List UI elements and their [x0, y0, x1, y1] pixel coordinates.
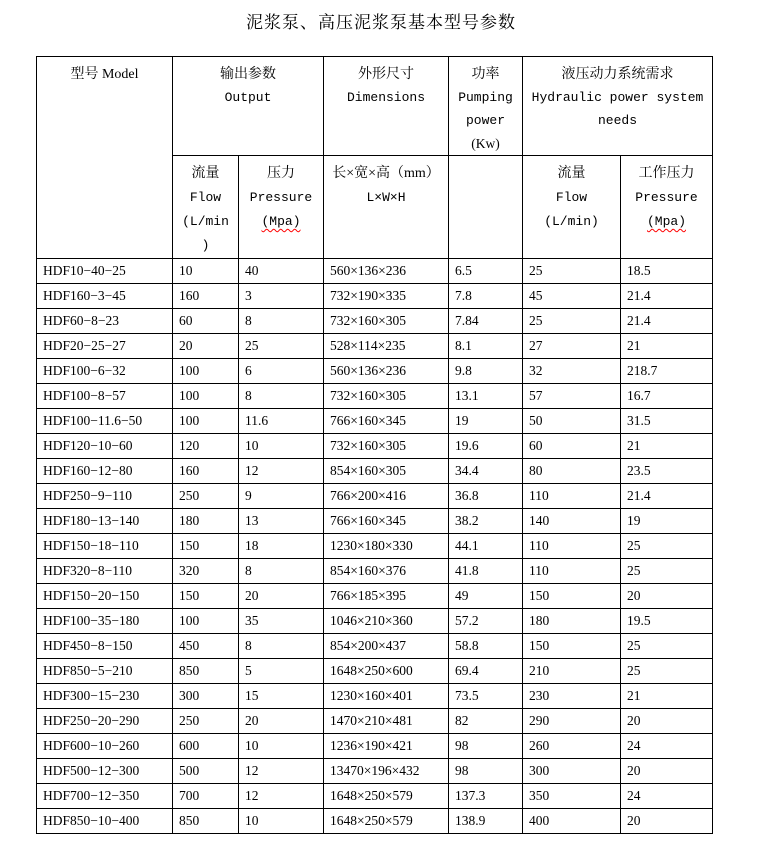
header-output-en: Output: [224, 90, 272, 105]
cell-model: HDF450−8−150: [37, 634, 173, 659]
cell-power: 44.1: [449, 534, 523, 559]
cell-flow: 10: [173, 259, 239, 284]
header-hyd-pressure: [621, 156, 713, 259]
header-dimensions: [324, 57, 449, 156]
table-row: [37, 359, 713, 384]
cell-dimensions: 560×136×236: [324, 259, 449, 284]
cell-power: 41.8: [449, 559, 523, 584]
cell-flow: 100: [173, 609, 239, 634]
cell-hyd-pressure: 20: [621, 759, 713, 784]
cell-hyd-pressure: 20: [621, 809, 713, 834]
cell-dimensions: 854×160×305: [324, 459, 449, 484]
cell-pressure: 13: [239, 509, 324, 534]
table-row: [37, 484, 713, 509]
cell-pressure: 10: [239, 734, 324, 759]
cell-model: HDF10−40−25: [37, 259, 173, 284]
header-power-zh: 功率: [471, 67, 500, 82]
cell-power: 98: [449, 759, 523, 784]
cell-dimensions: 766×160×345: [324, 409, 449, 434]
cell-model: HDF160−12−80: [37, 459, 173, 484]
table-header: [37, 57, 713, 259]
cell-model: HDF300−15−230: [37, 684, 173, 709]
header-pressure-en: Pressure: [249, 190, 313, 205]
cell-flow: 20: [173, 334, 239, 359]
cell-hyd-flow: 140: [523, 509, 621, 534]
cell-power: 137.3: [449, 784, 523, 809]
cell-hyd-pressure: 20: [621, 584, 713, 609]
table-row: [37, 284, 713, 309]
header-power-unit: (Kw): [471, 136, 500, 151]
cell-power: 38.2: [449, 509, 523, 534]
cell-hyd-pressure: 19: [621, 509, 713, 534]
cell-flow: 850: [173, 809, 239, 834]
header-hyd-pressure-en: Pressure: [635, 190, 698, 205]
header-output: [173, 57, 324, 156]
cell-power: 98: [449, 734, 523, 759]
cell-hyd-flow: 27: [523, 334, 621, 359]
cell-hyd-pressure: 23.5: [621, 459, 713, 484]
cell-hyd-flow: 260: [523, 734, 621, 759]
cell-pressure: 20: [239, 584, 324, 609]
cell-hyd-pressure: 25: [621, 659, 713, 684]
header-model-label: 型号 Model: [70, 67, 139, 82]
cell-pressure: 6: [239, 359, 324, 384]
cell-model: HDF850−10−400: [37, 809, 173, 834]
header-hydraulic-en2: needs: [597, 113, 637, 128]
header-flow-unit2: ): [201, 238, 210, 253]
table-row: [37, 734, 713, 759]
cell-dimensions: 1236×190×421: [324, 734, 449, 759]
cell-dimensions: 560×136×236: [324, 359, 449, 384]
cell-power: 73.5: [449, 684, 523, 709]
cell-hyd-flow: 180: [523, 609, 621, 634]
table-row: [37, 659, 713, 684]
table-row: [37, 309, 713, 334]
cell-model: HDF600−10−260: [37, 734, 173, 759]
cell-pressure: 25: [239, 334, 324, 359]
cell-hyd-pressure: 218.7: [621, 359, 713, 384]
cell-pressure: 18: [239, 534, 324, 559]
cell-power: 13.1: [449, 384, 523, 409]
header-pressure-zh: 压力: [267, 166, 295, 181]
table-row: [37, 559, 713, 584]
table-row: [37, 809, 713, 834]
cell-power: 34.4: [449, 459, 523, 484]
cell-pressure: 40: [239, 259, 324, 284]
cell-flow: 160: [173, 459, 239, 484]
cell-power: 36.8: [449, 484, 523, 509]
cell-power: 49: [449, 584, 523, 609]
cell-flow: 180: [173, 509, 239, 534]
cell-flow: 120: [173, 434, 239, 459]
cell-dimensions: 1230×160×401: [324, 684, 449, 709]
table-row: [37, 534, 713, 559]
cell-flow: 100: [173, 359, 239, 384]
cell-model: HDF500−12−300: [37, 759, 173, 784]
cell-dimensions: 766×200×416: [324, 484, 449, 509]
cell-hyd-flow: 300: [523, 759, 621, 784]
cell-dimensions: 528×114×235: [324, 334, 449, 359]
header-hydraulic-en1: Hydraulic power system: [531, 90, 704, 105]
cell-flow: 150: [173, 584, 239, 609]
cell-hyd-pressure: 25: [621, 634, 713, 659]
header-hydraulic-zh: 液压动力系统需求: [561, 67, 674, 82]
header-hydraulic: [523, 57, 713, 156]
cell-dimensions: 766×185×395: [324, 584, 449, 609]
cell-dimensions: 732×160×305: [324, 309, 449, 334]
cell-pressure: 8: [239, 559, 324, 584]
cell-flow: 500: [173, 759, 239, 784]
cell-hyd-flow: 50: [523, 409, 621, 434]
cell-flow: 100: [173, 409, 239, 434]
cell-hyd-flow: 57: [523, 384, 621, 409]
table-row: [37, 509, 713, 534]
cell-hyd-flow: 150: [523, 584, 621, 609]
cell-model: HDF180−13−140: [37, 509, 173, 534]
table-body: [37, 259, 713, 834]
cell-hyd-flow: 80: [523, 459, 621, 484]
table-row: [37, 334, 713, 359]
cell-dimensions: 1470×210×481: [324, 709, 449, 734]
cell-flow: 850: [173, 659, 239, 684]
cell-hyd-flow: 290: [523, 709, 621, 734]
cell-hyd-flow: 230: [523, 684, 621, 709]
cell-power: 7.84: [449, 309, 523, 334]
cell-power: 8.1: [449, 334, 523, 359]
cell-dimensions: 1648×250×600: [324, 659, 449, 684]
cell-pressure: 5: [239, 659, 324, 684]
cell-flow: 600: [173, 734, 239, 759]
header-model: [37, 57, 173, 259]
cell-dimensions: 13470×196×432: [324, 759, 449, 784]
table-row: [37, 459, 713, 484]
cell-power: 69.4: [449, 659, 523, 684]
cell-pressure: 15: [239, 684, 324, 709]
header-hyd-flow-zh: 流量: [557, 166, 586, 181]
cell-hyd-pressure: 24: [621, 784, 713, 809]
cell-flow: 150: [173, 534, 239, 559]
cell-hyd-flow: 45: [523, 284, 621, 309]
cell-model: HDF100−11.6−50: [37, 409, 173, 434]
header-hyd-flow-unit: (L/min): [544, 214, 599, 229]
cell-hyd-pressure: 18.5: [621, 259, 713, 284]
cell-dimensions: 854×160×376: [324, 559, 449, 584]
cell-pressure: 12: [239, 759, 324, 784]
cell-model: HDF60−8−23: [37, 309, 173, 334]
cell-pressure: 9: [239, 484, 324, 509]
table-row: [37, 709, 713, 734]
cell-dimensions: 766×160×345: [324, 509, 449, 534]
header-flow: [173, 156, 239, 259]
cell-power: 58.8: [449, 634, 523, 659]
header-row-1: [37, 57, 713, 156]
pump-spec-table: [36, 56, 713, 834]
cell-pressure: 8: [239, 634, 324, 659]
cell-hyd-pressure: 21: [621, 434, 713, 459]
cell-flow: 250: [173, 484, 239, 509]
cell-model: HDF150−18−110: [37, 534, 173, 559]
cell-hyd-flow: 32: [523, 359, 621, 384]
page-title: 泥浆泵、高压泥浆泵基本型号参数: [246, 13, 516, 32]
cell-pressure: 12: [239, 459, 324, 484]
table-row: [37, 409, 713, 434]
cell-flow: 60: [173, 309, 239, 334]
header-power: [449, 57, 523, 156]
header-hyd-flow: [523, 156, 621, 259]
cell-pressure: 10: [239, 809, 324, 834]
table-row: [37, 759, 713, 784]
cell-pressure: 11.6: [239, 409, 324, 434]
cell-power: 57.2: [449, 609, 523, 634]
cell-hyd-flow: 110: [523, 484, 621, 509]
cell-dimensions: 732×190×335: [324, 284, 449, 309]
cell-hyd-flow: 150: [523, 634, 621, 659]
cell-pressure: 10: [239, 434, 324, 459]
table-row: [37, 384, 713, 409]
table-row: [37, 784, 713, 809]
cell-model: HDF100−35−180: [37, 609, 173, 634]
cell-hyd-pressure: 31.5: [621, 409, 713, 434]
cell-hyd-pressure: 21.4: [621, 309, 713, 334]
header-output-zh: 输出参数: [220, 67, 276, 82]
header-power-en1: Pumping: [458, 90, 513, 105]
header-size: [324, 156, 449, 259]
cell-power: 7.8: [449, 284, 523, 309]
header-hyd-flow-en: Flow: [555, 190, 588, 205]
cell-hyd-flow: 400: [523, 809, 621, 834]
cell-hyd-flow: 110: [523, 534, 621, 559]
cell-model: HDF120−10−60: [37, 434, 173, 459]
cell-model: HDF150−20−150: [37, 584, 173, 609]
cell-pressure: 3: [239, 284, 324, 309]
header-power-empty-cell: [449, 156, 523, 259]
cell-dimensions: 732×160×305: [324, 434, 449, 459]
cell-dimensions: 1648×250×579: [324, 809, 449, 834]
cell-dimensions: 1046×210×360: [324, 609, 449, 634]
cell-flow: 700: [173, 784, 239, 809]
cell-pressure: 8: [239, 384, 324, 409]
cell-hyd-pressure: 21: [621, 334, 713, 359]
cell-flow: 250: [173, 709, 239, 734]
cell-hyd-pressure: 16.7: [621, 384, 713, 409]
header-dimensions-zh: 外形尺寸: [358, 67, 414, 82]
cell-dimensions: 854×200×437: [324, 634, 449, 659]
table-row: [37, 609, 713, 634]
header-flow-unit1: (L/min: [182, 214, 229, 229]
cell-flow: 160: [173, 284, 239, 309]
cell-pressure: 12: [239, 784, 324, 809]
table-row: [37, 259, 713, 284]
cell-hyd-flow: 25: [523, 259, 621, 284]
cell-model: HDF20−25−27: [37, 334, 173, 359]
cell-flow: 100: [173, 384, 239, 409]
cell-flow: 300: [173, 684, 239, 709]
header-pressure: [239, 156, 324, 259]
cell-flow: 450: [173, 634, 239, 659]
cell-model: HDF250−20−290: [37, 709, 173, 734]
header-hyd-pressure-unit: (Mpa): [646, 214, 686, 229]
header-pressure-unit: (Mpa): [261, 214, 301, 229]
cell-model: HDF250−9−110: [37, 484, 173, 509]
header-flow-en: Flow: [189, 190, 222, 205]
header-flow-zh: 流量: [191, 166, 220, 181]
table-row: [37, 584, 713, 609]
cell-power: 6.5: [449, 259, 523, 284]
cell-hyd-pressure: 21.4: [621, 484, 713, 509]
cell-hyd-pressure: 20: [621, 709, 713, 734]
cell-hyd-pressure: 19.5: [621, 609, 713, 634]
cell-dimensions: 1230×180×330: [324, 534, 449, 559]
cell-hyd-flow: 60: [523, 434, 621, 459]
table-row: [37, 634, 713, 659]
header-power-en2: power: [465, 113, 505, 128]
cell-hyd-pressure: 25: [621, 534, 713, 559]
cell-hyd-pressure: 21.4: [621, 284, 713, 309]
cell-hyd-pressure: 25: [621, 559, 713, 584]
header-size-zh: 长×宽×高（mm）: [332, 166, 440, 181]
cell-hyd-pressure: 24: [621, 734, 713, 759]
cell-model: HDF100−8−57: [37, 384, 173, 409]
cell-flow: 320: [173, 559, 239, 584]
header-hyd-pressure-zh: 工作压力: [638, 166, 695, 181]
cell-model: HDF850−5−210: [37, 659, 173, 684]
cell-power: 19.6: [449, 434, 523, 459]
cell-hyd-flow: 350: [523, 784, 621, 809]
table-row: [37, 684, 713, 709]
cell-model: HDF160−3−45: [37, 284, 173, 309]
cell-model: HDF100−6−32: [37, 359, 173, 384]
header-dimensions-en: Dimensions: [346, 90, 425, 105]
cell-hyd-flow: 210: [523, 659, 621, 684]
cell-power: 19: [449, 409, 523, 434]
cell-dimensions: 1648×250×579: [324, 784, 449, 809]
table-row: [37, 434, 713, 459]
cell-model: HDF320−8−110: [37, 559, 173, 584]
cell-model: HDF700−12−350: [37, 784, 173, 809]
header-size-en: L×W×H: [366, 190, 406, 205]
cell-hyd-pressure: 21: [621, 684, 713, 709]
cell-dimensions: 732×160×305: [324, 384, 449, 409]
cell-hyd-flow: 110: [523, 559, 621, 584]
cell-pressure: 35: [239, 609, 324, 634]
cell-pressure: 8: [239, 309, 324, 334]
cell-power: 138.9: [449, 809, 523, 834]
cell-hyd-flow: 25: [523, 309, 621, 334]
cell-power: 82: [449, 709, 523, 734]
cell-pressure: 20: [239, 709, 324, 734]
cell-power: 9.8: [449, 359, 523, 384]
